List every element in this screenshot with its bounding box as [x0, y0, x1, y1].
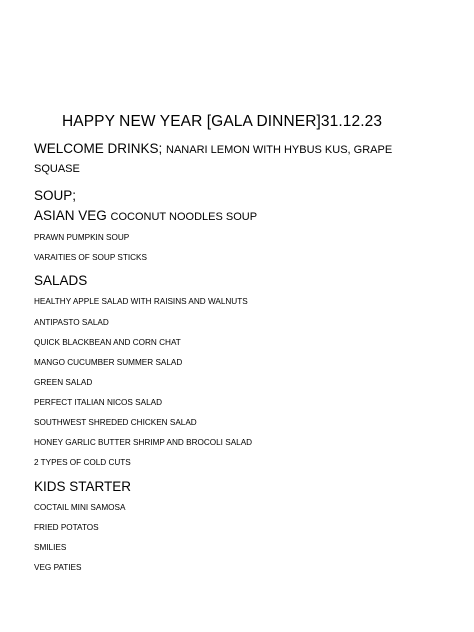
- kids-starter-item: FRIED POTATOS: [34, 523, 99, 532]
- soup-item: VARAITIES OF SOUP STICKS: [34, 253, 147, 262]
- kids-starter-item: COCTAIL MINI SAMOSA: [34, 503, 126, 512]
- salad-item: HONEY GARLIC BUTTER SHRIMP AND BROCOLI SALAD: [34, 438, 253, 447]
- salad-item: SOUTHWEST SHREDED CHICKEN SALAD: [34, 418, 197, 427]
- salad-item: GREEN SALAD: [34, 378, 93, 387]
- asian-veg-detail: COCONUT NOODLES SOUP: [110, 211, 258, 223]
- soup-heading: SOUP;: [34, 188, 77, 203]
- salads-heading: SALADS: [34, 273, 88, 288]
- salad-item: ANTIPASTO SALAD: [34, 318, 109, 327]
- salad-item: 2 TYPES OF COLD CUTS: [34, 458, 131, 467]
- salad-item: HEALTHY APPLE SALAD WITH RAISINS AND WALNUTS: [34, 297, 248, 306]
- kids-starter-item: SMILIES: [34, 543, 67, 552]
- salad-item: QUICK BLACKBEAN AND CORN CHAT: [34, 338, 181, 347]
- welcome-drinks-details: NANARI LEMON WITH HYBUS KUS, GRAPE SQUASE: [34, 144, 393, 175]
- salad-item: PERFECT ITALIAN NICOS SALAD: [34, 398, 162, 407]
- kids-starter-heading: KIDS STARTER: [34, 479, 132, 494]
- welcome-drinks-heading: WELCOME DRINKS;: [34, 141, 163, 156]
- soup-item: PRAWN PUMPKIN SOUP: [34, 233, 130, 242]
- welcome-drinks-section: [34, 140, 434, 178]
- asian-veg-heading: ASIAN VEG: [34, 208, 107, 223]
- asian-veg-line: [34, 208, 257, 223]
- salad-item: MANGO CUCUMBER SUMMER SALAD: [34, 358, 183, 367]
- kids-starter-item: VEG PATIES: [34, 563, 82, 572]
- page-title: HAPPY NEW YEAR [GALA DINNER]31.12.23: [62, 113, 383, 130]
